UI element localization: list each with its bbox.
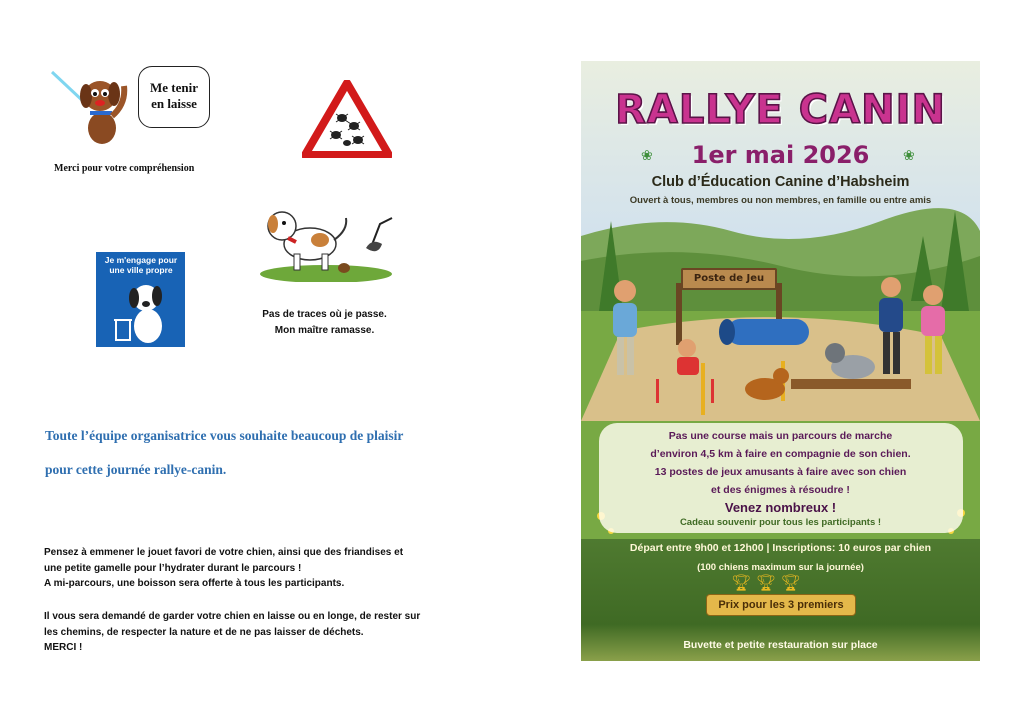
wish-line-1: Toute l’équipe organisatrice vous souhaite beaucoup de plaisir bbox=[45, 428, 404, 443]
game-post-sign: Poste de Jeu bbox=[681, 268, 777, 290]
poster-buvette: Buvette et petite restauration sur place bbox=[683, 639, 878, 651]
poster-line-2: d’environ 4,5 km à faire en compagnie de son chien. bbox=[650, 448, 911, 460]
info-paragraph-2 bbox=[44, 609, 464, 656]
poster-line-4: et des énigmes à résoudre ! bbox=[711, 484, 850, 496]
poster-date: 1er mai 2026 bbox=[691, 141, 870, 169]
traces-caption bbox=[262, 307, 387, 339]
poster-line-5: Venez nombreux ! bbox=[724, 500, 837, 515]
traces-line-2: Mon maître ramasse. bbox=[274, 325, 375, 336]
leashed-dog-illustration bbox=[50, 66, 138, 150]
info1-line-2: une petite gamelle pour l’hydrater durant le parcours ! bbox=[44, 562, 302, 574]
paw-icon: ❀ bbox=[641, 147, 653, 163]
wish-line-2: pour cette journée rallye-canin. bbox=[45, 462, 227, 477]
info2-line-2: les chemins, de respecter la nature et de ne pas laisser de déchets. bbox=[44, 626, 364, 638]
dog-with-bin-icon bbox=[110, 278, 174, 344]
info1-line-1: Pensez à emmener le jouet favori de votre chien, ainsi que des friandises et bbox=[44, 547, 404, 558]
poster-max-dogs: (100 chiens maximum sur la journée) bbox=[697, 562, 864, 573]
poster-prize: Prix pour les 3 premiers bbox=[706, 594, 856, 616]
traces-line-1: Pas de traces où je passe. bbox=[262, 309, 387, 320]
info1-line-3: A mi-parcours, une boisson sera offerte à tous les participants. bbox=[44, 578, 345, 589]
thanks-caption: Merci pour votre compréhension bbox=[54, 163, 195, 174]
rally-poster bbox=[581, 61, 980, 661]
dog-poop-illustration bbox=[260, 204, 394, 282]
tick-warning-icon bbox=[302, 80, 392, 158]
poster-line-6: Cadeau souvenir pour tous les participants ! bbox=[679, 517, 882, 528]
poster-line-3: 13 postes de jeux amusants à faire avec son chien bbox=[654, 466, 907, 478]
poster-line-1: Pas une course mais un parcours de marche bbox=[668, 430, 893, 442]
paw-icon: ❀ bbox=[903, 147, 915, 163]
clean-city-sign bbox=[96, 252, 185, 347]
poster-depart: Départ entre 9h00 et 12h00 | Inscriptions: 10 euros par chien bbox=[629, 542, 932, 554]
info-paragraph-1 bbox=[44, 545, 464, 592]
info2-line-1: Il vous sera demandé de garder votre chien en laisse ou en longe, de rester sur bbox=[44, 611, 421, 622]
info2-line-3: MERCI ! bbox=[44, 642, 83, 653]
poster-open-note: Ouvert à tous, membres ou non membres, en famille ou entre amis bbox=[629, 195, 932, 206]
trophy-icon: 🏆︎ 🏆︎ 🏆︎ bbox=[731, 575, 801, 592]
poster-title: RALLYE CANIN bbox=[615, 87, 946, 133]
sign-line-2: une ville propre bbox=[109, 265, 173, 275]
bubble-line-1: Me tenir bbox=[149, 80, 198, 95]
bubble-line-2: en laisse bbox=[151, 96, 197, 111]
speech-bubble bbox=[138, 66, 210, 128]
sign-line-1: Je m'engage pour bbox=[104, 255, 178, 265]
poster-club: Club d’Éducation Canine d’Habsheim bbox=[651, 174, 910, 190]
